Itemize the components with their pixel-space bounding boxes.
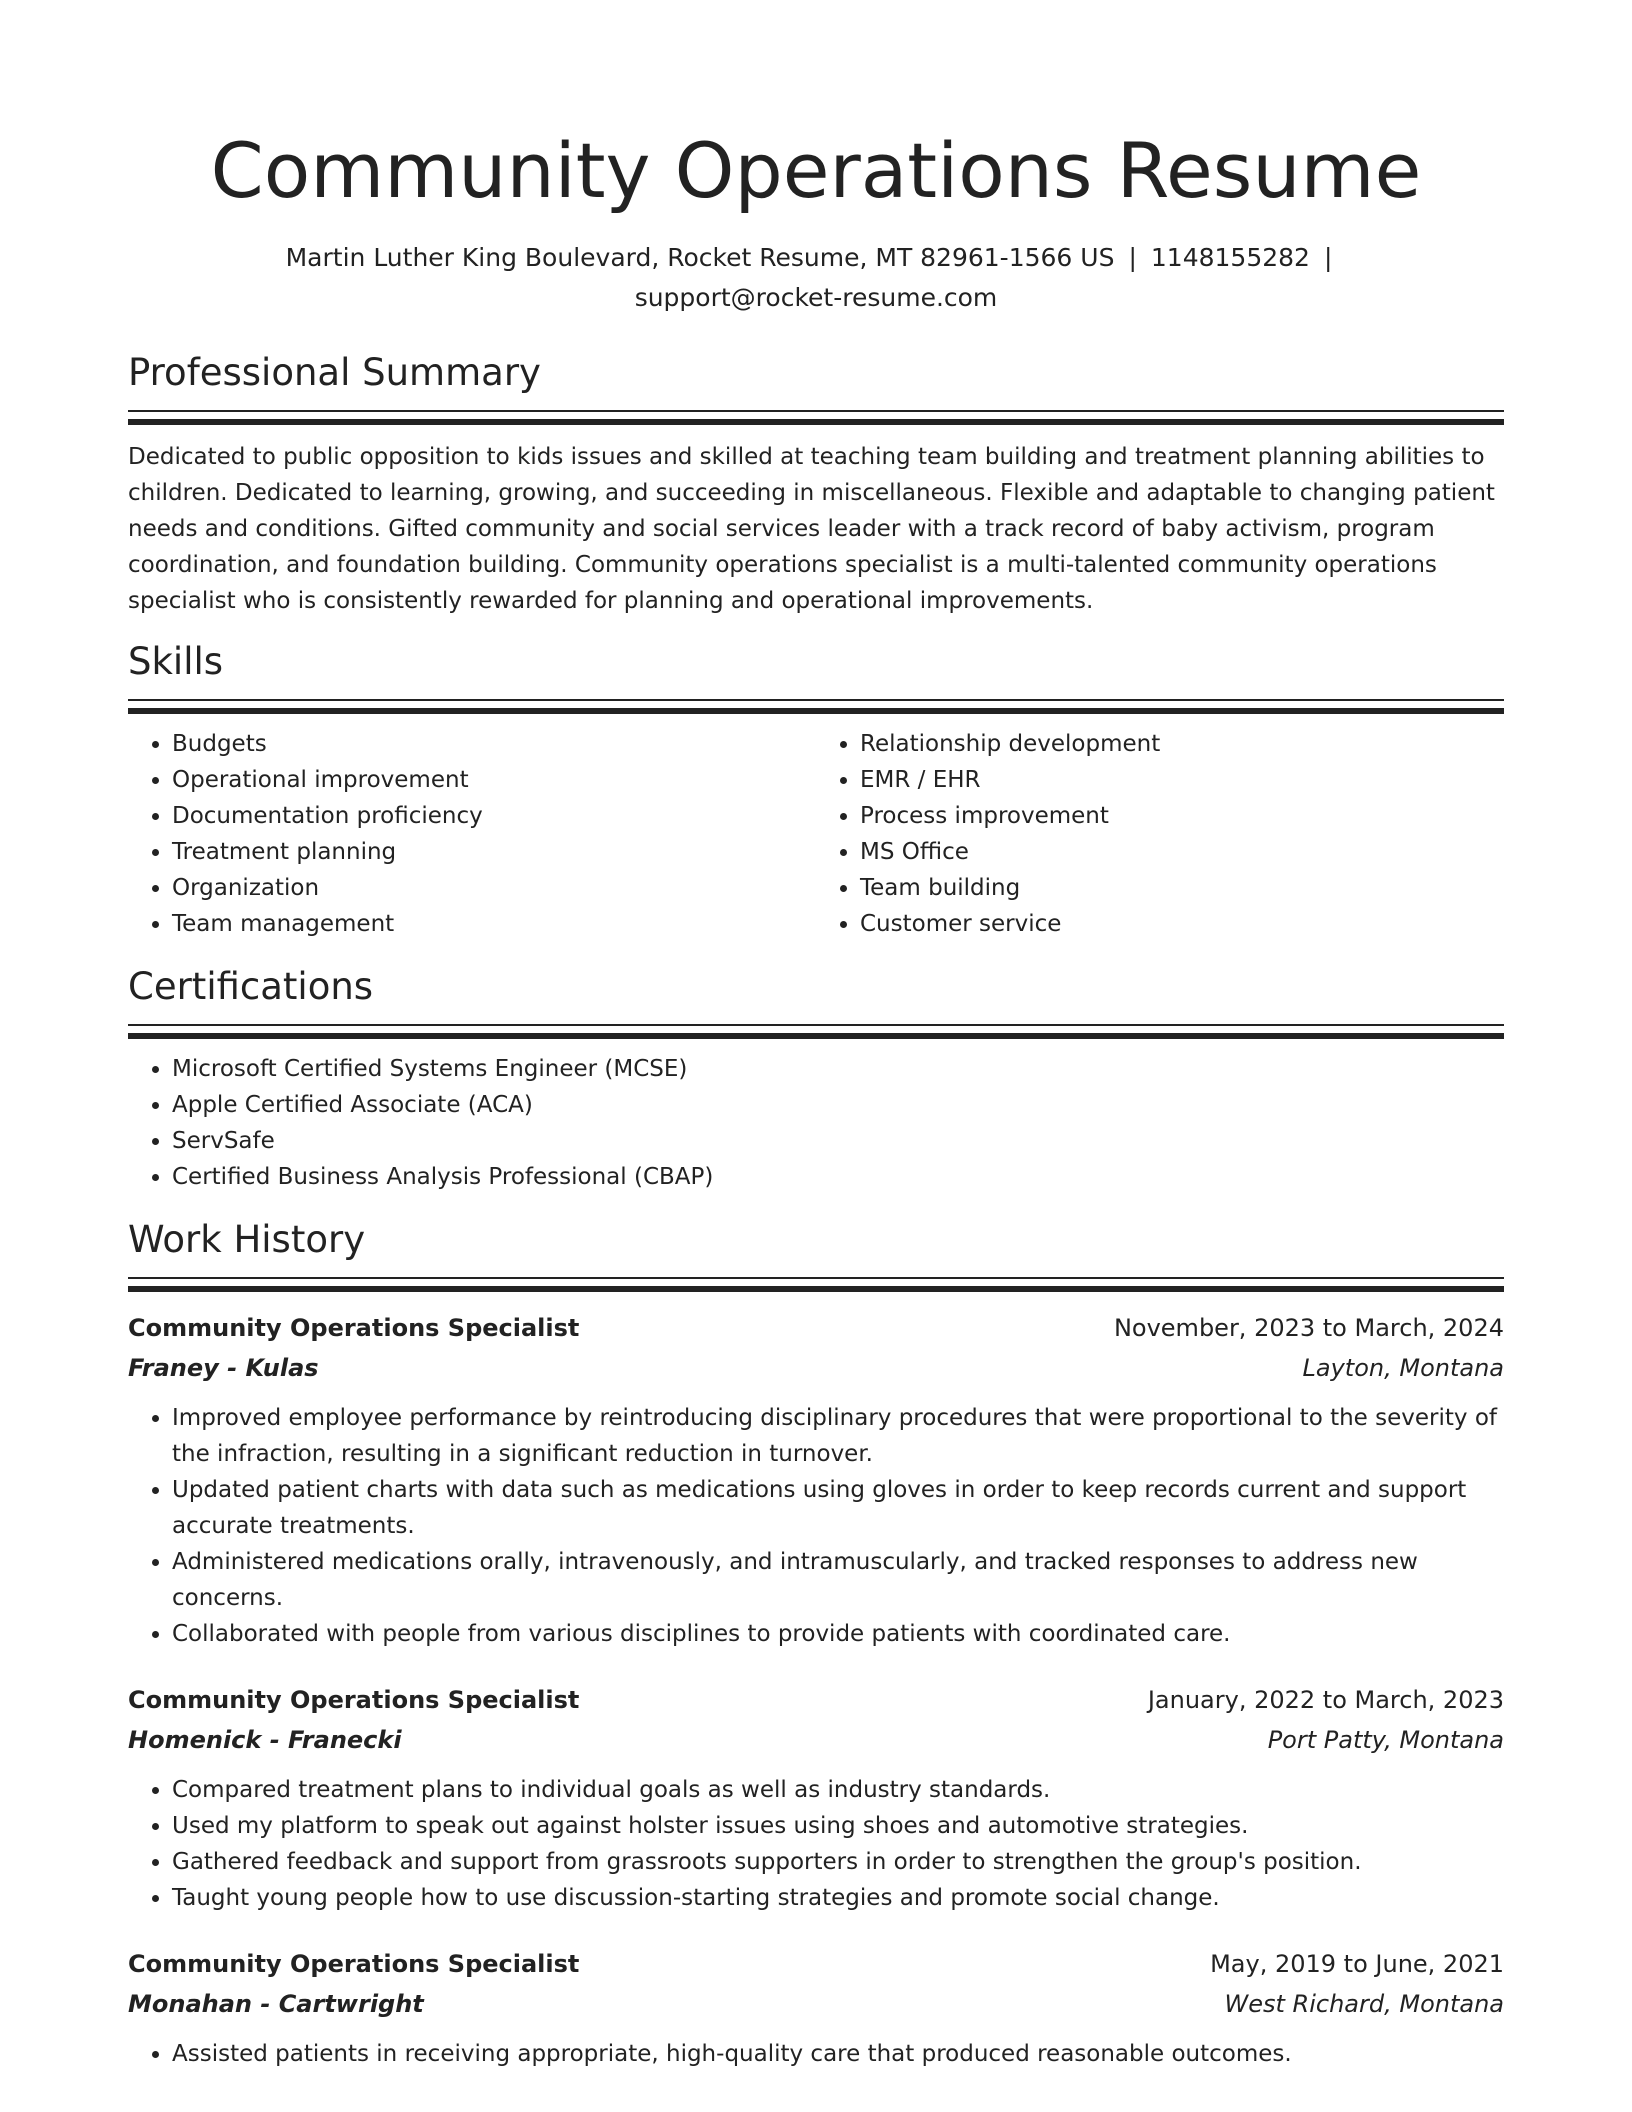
job-dates: May, 2019 to June, 2021 [1210, 1950, 1504, 1978]
skill-item: • Team building [860, 870, 1504, 906]
section-divider-thin [128, 410, 1504, 412]
work-history-section [128, 1215, 1504, 2072]
skills-list-right [816, 726, 1504, 942]
job-bullet: • Collaborated with people from various disciplines to provide patients with coordinated care. [172, 1616, 1504, 1652]
skill-item: • Process improvement [860, 798, 1504, 834]
skill-item: • MS Office [860, 834, 1504, 870]
resume-title: Community Operations Resume [210, 126, 1422, 215]
certifications-section [128, 962, 1504, 1195]
section-divider-thick [128, 708, 1504, 714]
skill-item: • EMR / EHR [860, 762, 1504, 798]
contact-address: Martin Luther King Boulevard, Rocket Resume, MT 82961-1566 US [285, 243, 1115, 272]
job-bullet: • Administered medications orally, intravenously, and intramuscularly, and tracked responses to address new concerns. [172, 1544, 1504, 1616]
section-title-summary: Professional Summary [128, 351, 541, 394]
job-title: Community Operations Specialist [128, 1686, 580, 1714]
job-company: Homenick - Franecki [128, 1726, 402, 1754]
contact-info [256, 238, 1376, 318]
job-header-row [128, 1944, 1504, 1984]
section-divider-thick [128, 1033, 1504, 1039]
section-title-skills: Skills [128, 640, 224, 683]
skill-item: • Documentation proficiency [172, 798, 816, 834]
job-location: Port Patty, Montana [1267, 1726, 1504, 1754]
job-bullet: • Taught young people how to use discussion-starting strategies and promote social change. [172, 1880, 1504, 1916]
certification-item: • Apple Certified Associate (ACA) [172, 1087, 1504, 1123]
skills-list-left [128, 726, 816, 942]
certification-item: • Certified Business Analysis Professional (CBAP) [172, 1159, 1504, 1195]
section-title-work-history: Work History [128, 1218, 366, 1261]
job-entry [128, 1944, 1504, 2072]
skills-grid [128, 726, 1504, 942]
job-entry [128, 1308, 1504, 1652]
section-divider-thin [128, 1024, 1504, 1026]
skill-item: • Customer service [860, 906, 1504, 942]
section-divider-thick [128, 1286, 1504, 1292]
job-location: West Richard, Montana [1224, 1990, 1504, 2018]
job-bullets [128, 1772, 1504, 1916]
skill-item: • Organization [172, 870, 816, 906]
job-title: Community Operations Specialist [128, 1314, 580, 1342]
job-header-row [128, 1680, 1504, 1720]
section-divider-thin [128, 1277, 1504, 1279]
job-dates: November, 2023 to March, 2024 [1113, 1314, 1504, 1342]
skill-item: • Budgets [172, 726, 816, 762]
job-location: Layton, Montana [1302, 1354, 1504, 1382]
job-bullets [128, 2036, 1504, 2072]
section-divider-thin [128, 699, 1504, 701]
summary-section [128, 348, 1504, 619]
skill-item: • Treatment planning [172, 834, 816, 870]
job-bullet: • Assisted patients in receiving appropriate, high-quality care that produced reasonable outcomes. [172, 2036, 1504, 2072]
job-company: Franey - Kulas [128, 1354, 319, 1382]
job-bullet: • Improved employee performance by reintroducing disciplinary procedures that were proportional to the severity of the infraction, resulting in a significant reduction in turnover. [172, 1400, 1504, 1472]
job-bullets [128, 1400, 1504, 1652]
job-bullet: • Compared treatment plans to individual goals as well as industry standards. [172, 1772, 1504, 1808]
job-title: Community Operations Specialist [128, 1950, 580, 1978]
certifications-list [128, 1051, 1504, 1195]
section-divider-thick [128, 419, 1504, 425]
certification-item: • ServSafe [172, 1123, 1504, 1159]
contact-phone: 1148155282 [1150, 243, 1310, 272]
job-header-row [128, 1308, 1504, 1348]
contact-email[interactable]: support@rocket-resume.com [634, 283, 998, 312]
skills-section [128, 637, 1504, 942]
job-dates: January, 2022 to March, 2023 [1147, 1686, 1504, 1714]
contact-separator: | [1323, 243, 1333, 272]
section-title-certifications: Certifications [128, 965, 374, 1008]
job-bullet: • Gathered feedback and support from grassroots supporters in order to strengthen the group's position. [172, 1844, 1504, 1880]
skill-item: • Relationship development [860, 726, 1504, 762]
job-company: Monahan - Cartwright [128, 1990, 424, 2018]
job-bullet: • Used my platform to speak out against holster issues using shoes and automotive strategies. [172, 1808, 1504, 1844]
summary-text: Dedicated to public opposition to kids issues and skilled at teaching team building and treatment planning abilities to children. Dedicated to learning, growing, and succeeding in miscellaneous. Flexible and adaptable to changing patient needs and conditions. Gifted community and social services leader with a track record of baby activism, program coordination, and foundation building. Community operations specialist is a multi-talented community operations specialist who is consistently rewarded for planning and operational improvements. [128, 444, 1495, 614]
skill-item: • Operational improvement [172, 762, 816, 798]
contact-separator: | [1128, 243, 1137, 272]
job-employer-row [128, 1720, 1504, 1760]
job-employer-row [128, 1984, 1504, 2024]
skill-item: • Team management [172, 906, 816, 942]
certification-item: • Microsoft Certified Systems Engineer (MCSE) [172, 1051, 1504, 1087]
job-bullet: • Updated patient charts with data such as medications using gloves in order to keep records current and support accurate treatments. [172, 1472, 1504, 1544]
job-entry [128, 1680, 1504, 1916]
job-employer-row [128, 1348, 1504, 1388]
